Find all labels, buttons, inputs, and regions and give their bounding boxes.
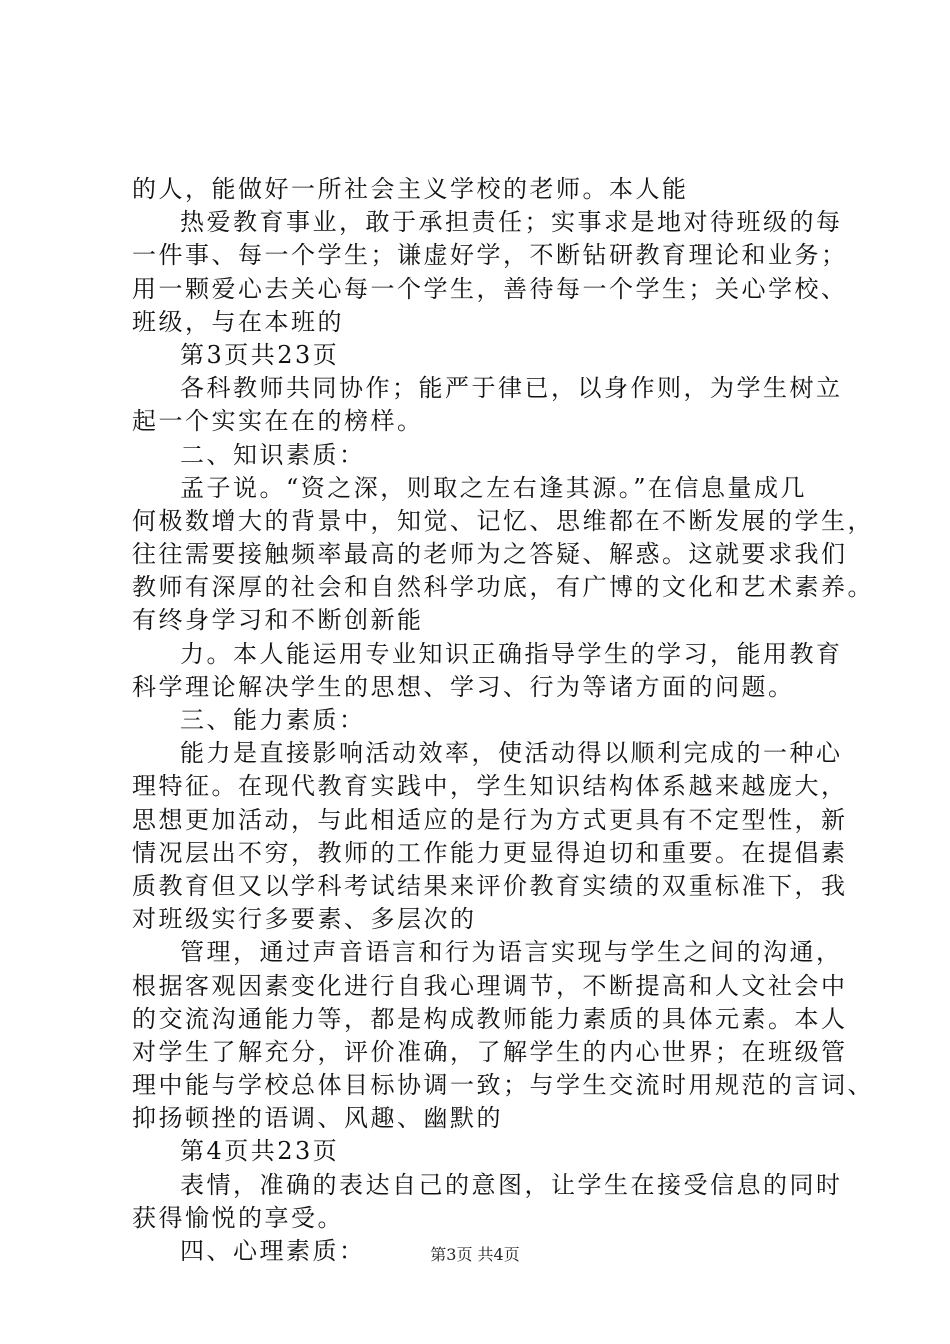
text-line: 管理，通过声音语言和行为语言实现与学生之间的沟通， — [180, 938, 843, 967]
text-line: 理特征。在现代教育实践中，学生知识结构体系越来越庞大， — [132, 772, 848, 801]
page-number-label: 第3页 共4页 — [430, 1245, 520, 1264]
text-line: 往往需要接触频率最高的老师为之答疑、解惑。这就要求我们 — [132, 540, 848, 569]
text-line: 对班级实行多要素、多层次的 — [132, 905, 477, 934]
text-line: 何极数增大的背景中，知觉、记忆、思维都在不断发展的学生， — [132, 506, 874, 535]
text-line: 科学理论解决学生的思想、学习、行为等诸方面的问题。 — [132, 672, 795, 701]
text-line: 的交流沟通能力等，都是构成教师能力素质的具体元素。本人 — [132, 1004, 848, 1033]
text-line: 班级，与在本班的 — [132, 307, 344, 336]
text-line: 对学生了解充分，评价准确，了解学生的内心世界；在班级管 — [132, 1037, 848, 1066]
text-line: 情况层出不穷，教师的工作能力更显得迫切和重要。在提倡素 — [132, 838, 848, 867]
text-line: 表情，准确的表达自己的意图，让学生在接受信息的同时 — [180, 1170, 843, 1199]
text-line: 获得愉悦的享受。 — [132, 1203, 344, 1232]
text-line: 根据客观因素变化进行自我心理调节，不断提高和人文社会中 — [132, 971, 848, 1000]
text-line: 四、心理素质： — [180, 1237, 366, 1265]
text-line: 质教育但又以学科考试结果来评价教育实绩的双重标准下，我 — [132, 871, 848, 900]
text-line: 能力是直接影响活动效率，使活动得以顺利完成的一种心 — [180, 739, 843, 768]
text-line: 力。本人能运用专业知识正确指导学生的学习，能用教育 — [180, 639, 843, 668]
text-line: 第4页共23页 — [180, 1137, 340, 1166]
text-line: 用一颗爱心去关心每一个学生，善待每一个学生；关心学校、 — [132, 274, 848, 303]
page-footer — [0, 1244, 950, 1266]
text-line: 思想更加活动，与此相适应的是行为方式更具有不定型性，新 — [132, 805, 848, 834]
text-line: 起一个实实在在的榜样。 — [132, 407, 424, 436]
text-line: 二、知识素质： — [180, 440, 366, 469]
document-body — [132, 173, 874, 1268]
text-line: 热爱教育事业，敢于承担责任；实事求是地对待班级的每 — [180, 208, 843, 237]
text-line: 一件事、每一个学生；谦虚好学，不断钻研教育理论和业务； — [132, 241, 848, 270]
text-line: 抑扬顿挫的语调、风趣、幽默的 — [132, 1104, 503, 1133]
text-line: 三、能力素质： — [180, 706, 366, 734]
text-line: 第3页共23页 — [180, 340, 340, 369]
text-line: 各科教师共同协作；能严于律已，以身作则，为学生树立 — [180, 374, 843, 403]
text-line: 的人，能做好一所社会主义学校的老师。本人能 — [132, 175, 689, 203]
text-line: 理中能与学校总体目标协调一致；与学生交流时用规范的言词、 — [132, 1071, 874, 1100]
text-line: 孟子说。“资之深，则取之左右逢其源。”在信息量成几 — [180, 473, 808, 502]
text-line: 教师有深厚的社会和自然科学功底，有广博的文化和艺术素养。 — [132, 573, 874, 602]
text-line: 有终身学习和不断创新能 — [132, 606, 424, 635]
